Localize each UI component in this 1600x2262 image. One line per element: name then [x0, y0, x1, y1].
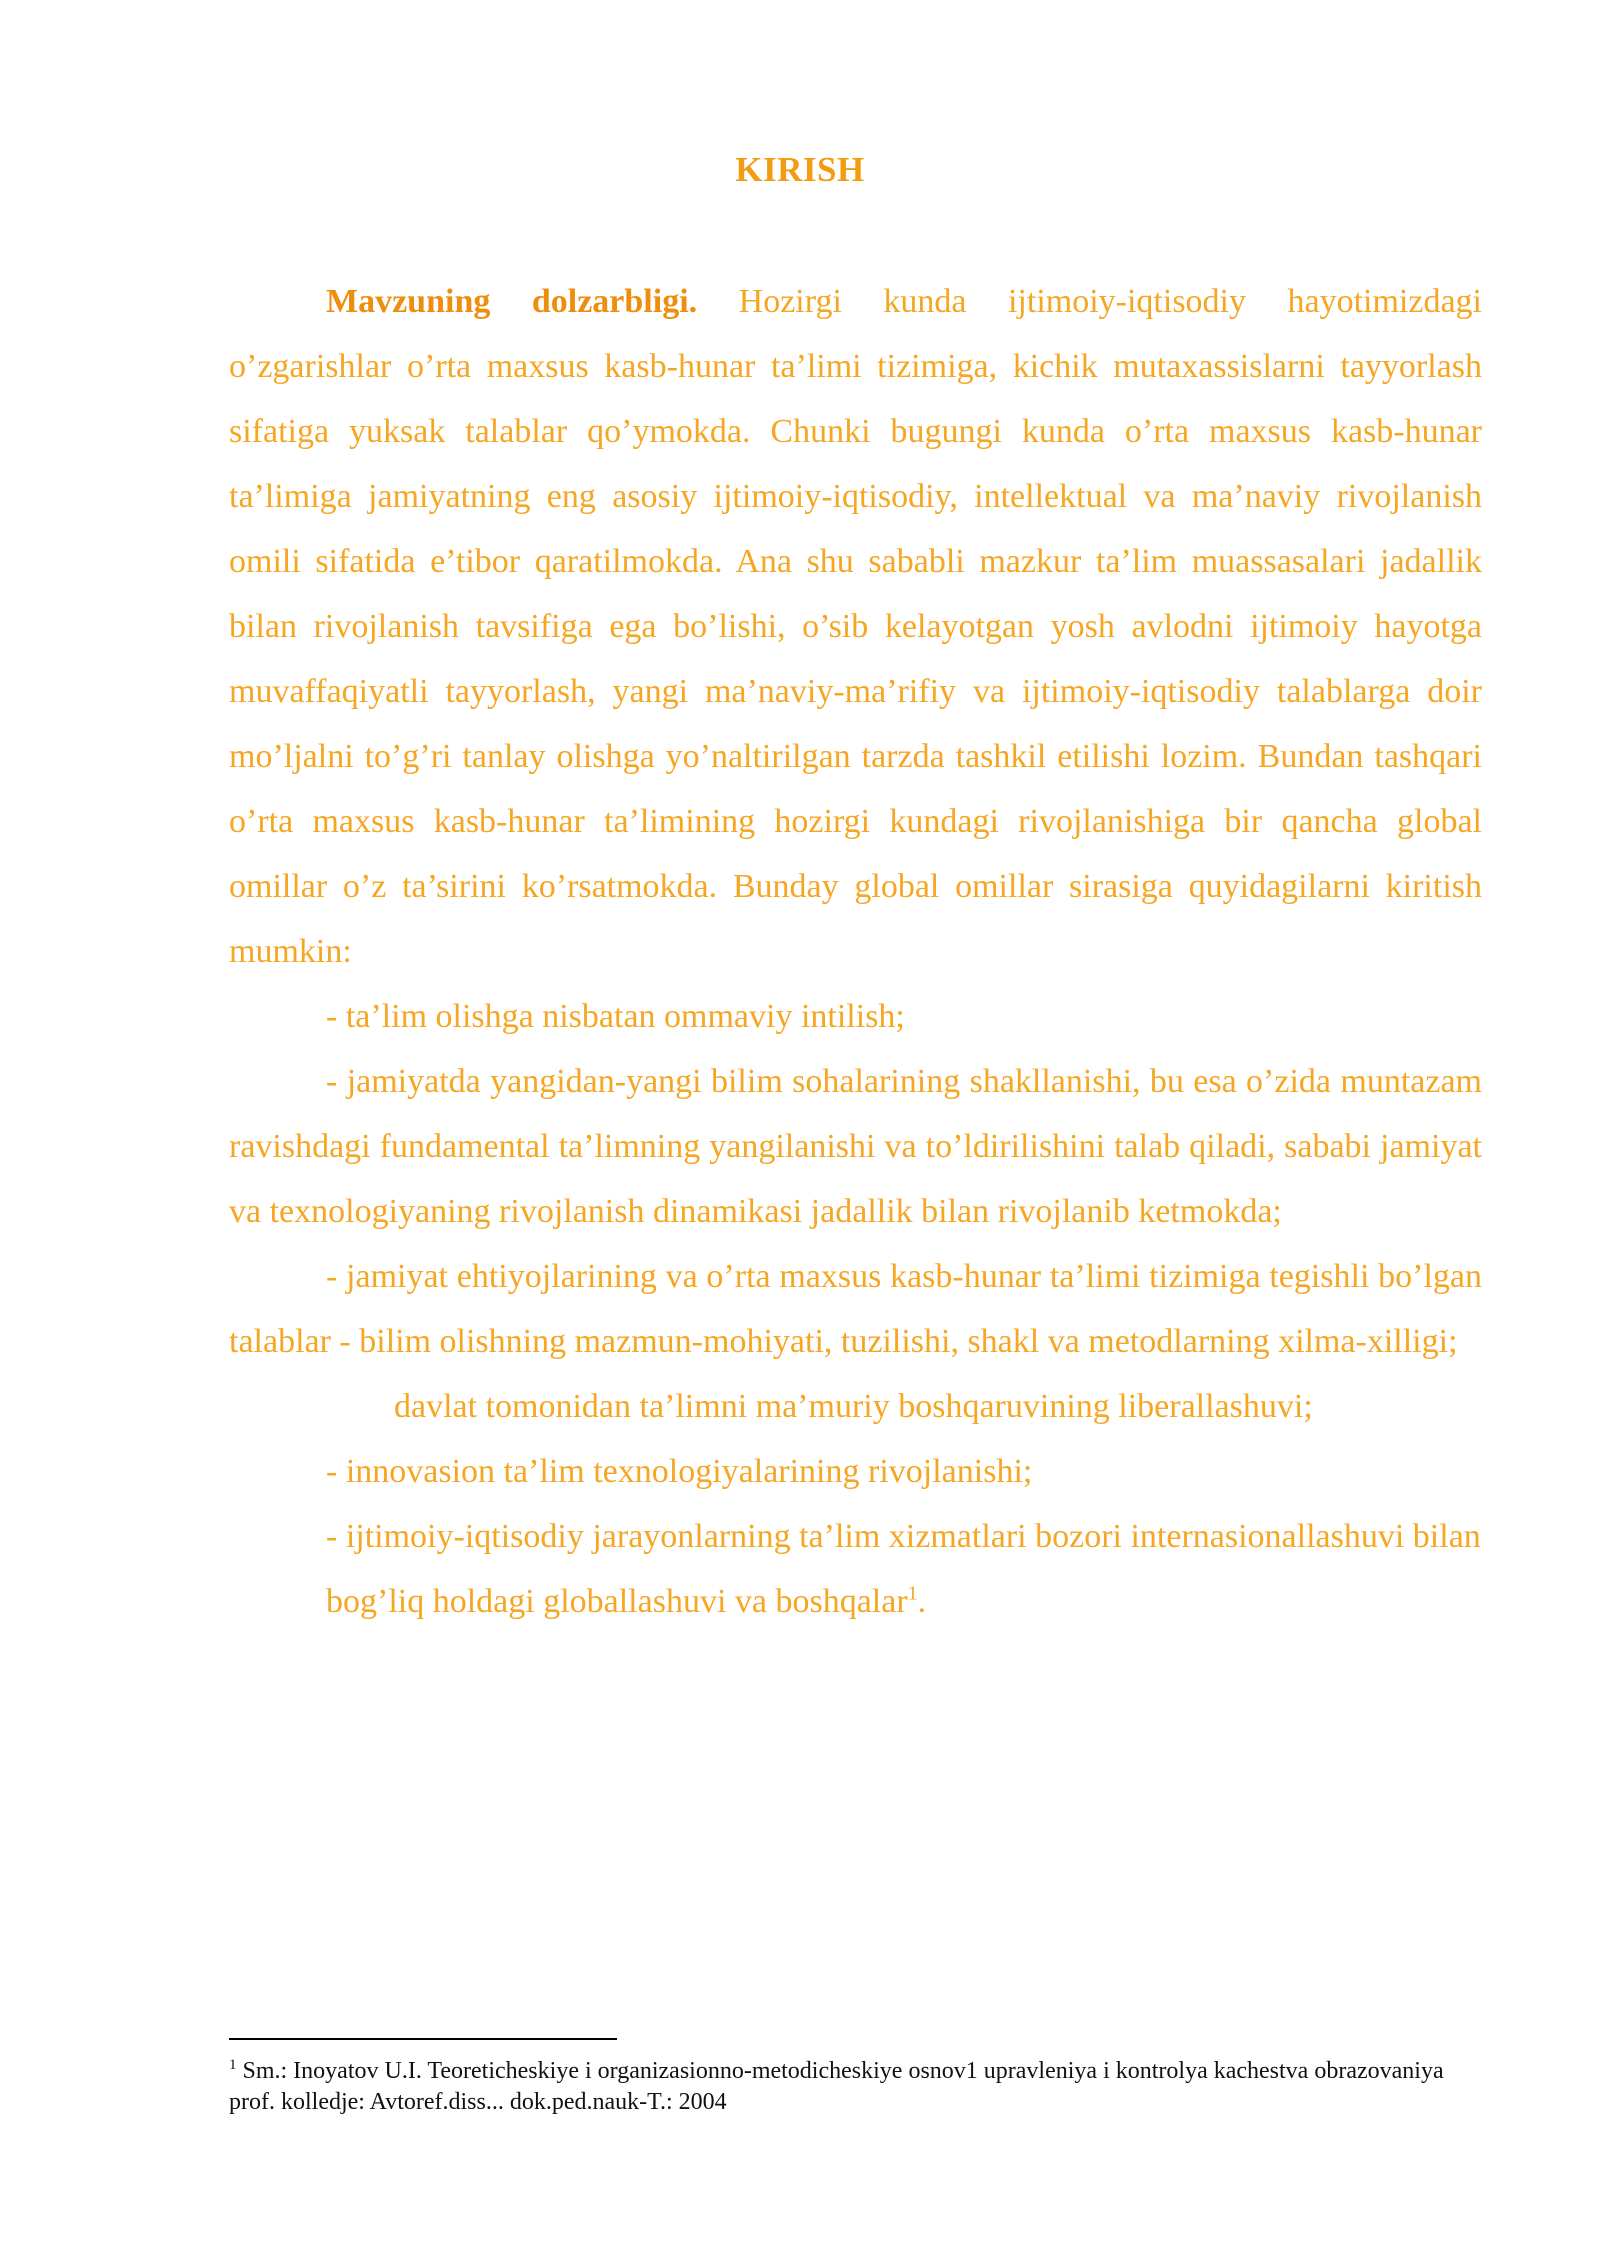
footnote: [229, 2050, 1482, 2118]
intro-paragraph: [229, 269, 1482, 984]
list-item: - innovasion ta’lim texnologiyalarining rivojlanishi;: [326, 1453, 1033, 1490]
footnote-mark: 1: [229, 2057, 237, 2073]
list-item: - jamiyat ehtiyojlarining va o’rta maxsus kasb-hunar ta’limi tizimiga tegishli bo’lgan talablar - bilim olishning mazmun-mohiyati, tuzilishi, shakl va metodlarning xilma-xilligi;: [229, 1258, 1482, 1360]
list-item: - ta’lim olishga nisbatan ommaviy intilish;: [326, 998, 905, 1035]
list-item-text: - ijtimoiy-iqtisodiy jarayonlarning ta’lim xizmatlari bozori internasionallashuvi bilan bog’liq holdagi globallashuvi va boshqalar: [326, 1518, 1481, 1620]
list-item: - jamiyatda yangidan-yangi bilim sohalarining shakllanishi, bu esa o’zida muntazam ravishdagi fundamental ta’limning yangilanishi va to’ldirilishini talab qiladi, sababi jamiyat va texnologiyaning rivojlanish dinamikasi jadallik bilan rivojlanib ketmokda;: [229, 1063, 1482, 1230]
footnote-reference[interactable]: 1: [907, 1582, 918, 1605]
list-item-last: - ijtimoiy-iqtisodiy jarayonlarning ta’lim xizmatlari bozori internasionallashuvi bilan bog’liq holdagi globallashuvi va boshqalar$^1$.: [326, 1518, 1481, 1620]
footnote-text: Sm.: Inoyatov U.I. Teoreticheskiye i organizasionno-metodicheskiye osnov1 upravleniya i kontrolya kachestva obrazovaniya prof. kolledje: Avtoref.diss... dok.ped.nauk-T.: 2004: [229, 2058, 1444, 2115]
intro-text: Hozirgi kunda ijtimoiy-iqtisodiy hayotimizdagi o’zgarishlar o’rta maxsus kasb-hunar ta’limi tizimiga, kichik mutaxassislarni tayyorlash sifatiga yuksak talablar qo’ymokda. Chunki bugungi kunda o’rta maxsus kasb-hunar ta’limiga jamiyatning eng asosiy ijtimoiy-iqtisodiy, intellektual va ma’naviy rivojlanish omili sifatida e’tibor qaratilmokda. Ana shu sababli mazkur ta’lim muassasalari jadallik bilan rivojlanish tavsifiga ega bo’lishi, o’sib kelayotgan yosh avlodni ijtimoiy hayotga muvaffaqiyatli tayyorlash, yangi ma’naviy-ma’rifiy va ijtimoiy-iqtisodiy talablarga doir mo’ljalni to’g’ri tanlay olishga yo’naltirilgan tarzda tashkil etilishi lozim. Bundan tashqari o’rta maxsus kasb-hunar ta’limining hozirgi kundagi rivojlanishiga bir qancha global omillar o’z ta’sirini ko’rsatmokda. Bunday global omillar sirasiga quyidagilarni kiritish mumkin:: [229, 283, 1482, 970]
footnote-separator: [229, 2038, 617, 2040]
body-text: [229, 269, 1482, 1634]
page-title: KIRISH: [735, 150, 865, 189]
section-lead: Mavzuning dolzarbligi.: [326, 283, 698, 320]
list-item: davlat tomonidan ta’limni ma’muriy boshqaruvining liberallashuvi;: [394, 1388, 1313, 1425]
